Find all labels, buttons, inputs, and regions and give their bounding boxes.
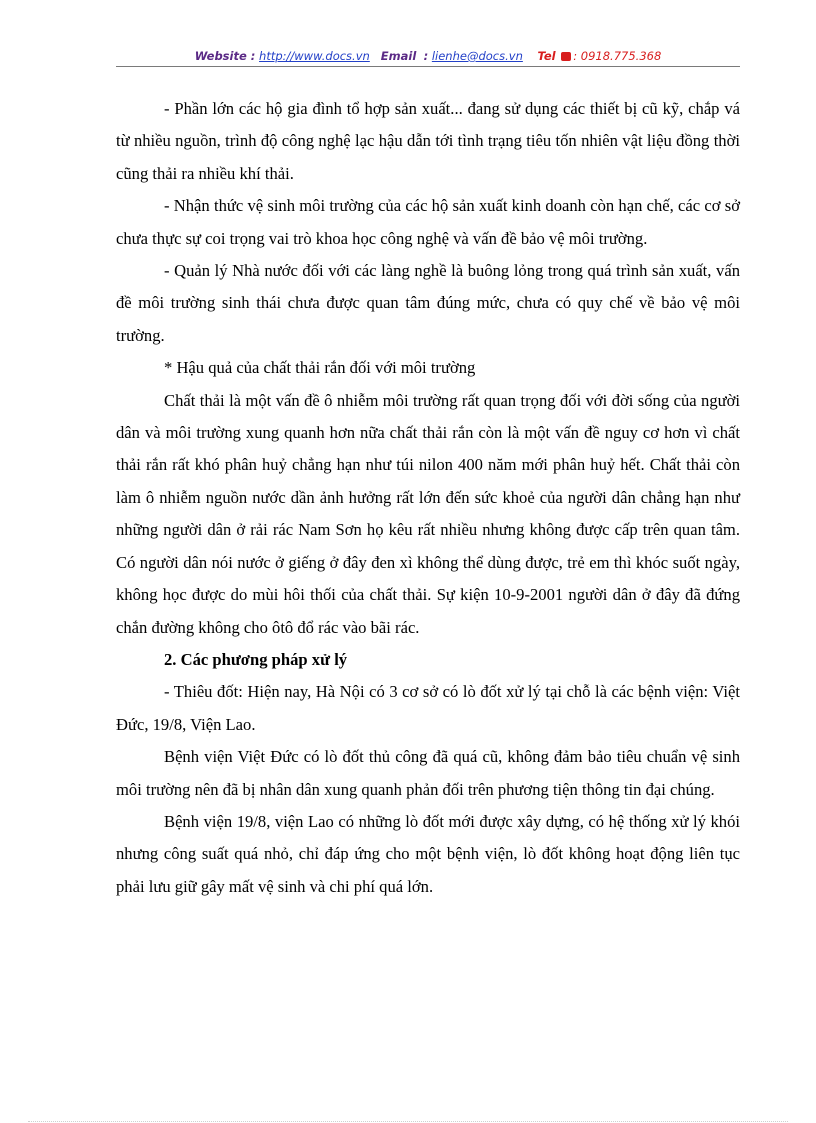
website-label: Website : [194,49,256,63]
paragraph-awareness: - Nhận thức vệ sinh môi trường của các hộ sản xuất kinh doanh còn hạn chế, các cơ sở chưa thực sự coi trọng vai trò khoa học công nghệ và vấn đề bảo vệ môi trường. [116,196,740,248]
website-link[interactable]: http://www.docs.vn [259,49,370,63]
paragraph-viet-duc: Bệnh viện Việt Đức có lò đốt thủ công đã quá cũ, không đảm bảo tiêu chuẩn vệ sinh môi trường nên đã bị nhân dân xung quanh phản đối trên phương tiện thông tin đại chúng. [116,747,740,799]
paragraph-19-8-hospital: Bệnh viện 19/8, viện Lao có những lò đốt mới được xây dựng, có hệ thống xử lý khói nhưng công suất quá nhỏ, chỉ đáp ứng cho một bệnh viện, lò đốt không hoạt động liên tục phải lưu giữ gây mất vệ sinh và chi phí quá lớn. [116,811,740,896]
tel-value: : 0918.775.368 [573,49,662,63]
email-label: Email [380,49,417,63]
header-rule [116,66,740,67]
footer-dotted-line [28,1121,788,1122]
subheading-consequences: * Hậu quả của chất thải rắn đối với môi trường [164,358,476,378]
tel-label: Tel [537,49,556,63]
paragraph-management: - Quản lý Nhà nước đối với các làng nghề là buông lỏng trong quá trình sản xuất, vấn đề môi trường sinh thái chưa được quan tâm đúng mức, chưa có quy chế về bảo vệ môi trường. [116,261,740,345]
phone-icon [561,52,571,61]
paragraph-equipment: - Phần lớn các hộ gia đình tổ hợp sản xuất... đang sử dụng các thiết bị cũ kỹ, chắp vá từ nhiều nguồn, trình độ công nghệ lạc hậu dẫn tới tình trạng tiêu tốn nhiên vật liệu đồng thời cũng thải ra nhiều khí thải. [116,99,740,183]
document-body [116,93,740,903]
email-link[interactable]: lienhe@docs.vn [431,49,523,63]
paragraph-incineration: - Thiêu đốt: Hiện nay, Hà Nội có 3 cơ sở có lò đốt xử lý tại chỗ là các bệnh viện: Việt Đức, 19/8, Viện Lao. [116,682,740,734]
section-heading-methods: 2. Các phương pháp xử lý [164,649,348,669]
page-header [116,46,740,66]
paragraph-solid-waste: Chất thải là một vấn đề ô nhiễm môi trường rất quan trọng đối với đời sống của người dân và môi trường xung quanh hơn nữa chất thải rắn còn là một vấn đề nguy cơ hơn vì chất thải rắn rất khó phân huỷ chẳng hạn như túi nilon 400 năm mới phân huỷ hết. Chất thải còn làm ô nhiễm nguồn nước dần ảnh hưởng rất lớn đến sức khoẻ của người dân chẳng hạn như những người dân ở rải rác Nam Sơn họ kêu rất nhiều nhưng không được cấp trên quan tâm. Có người dân nói nước ở giếng ở đây đen xì không thể dùng được, trẻ em thì khóc suốt ngày, không học được do mùi hôi thối của chất thải. Sự kiện 10-9-2001 người dân ở đây đã đứng chắn đường không cho ôtô đổ rác vào bãi rác. [116,390,740,637]
email-separator: : [423,49,429,63]
